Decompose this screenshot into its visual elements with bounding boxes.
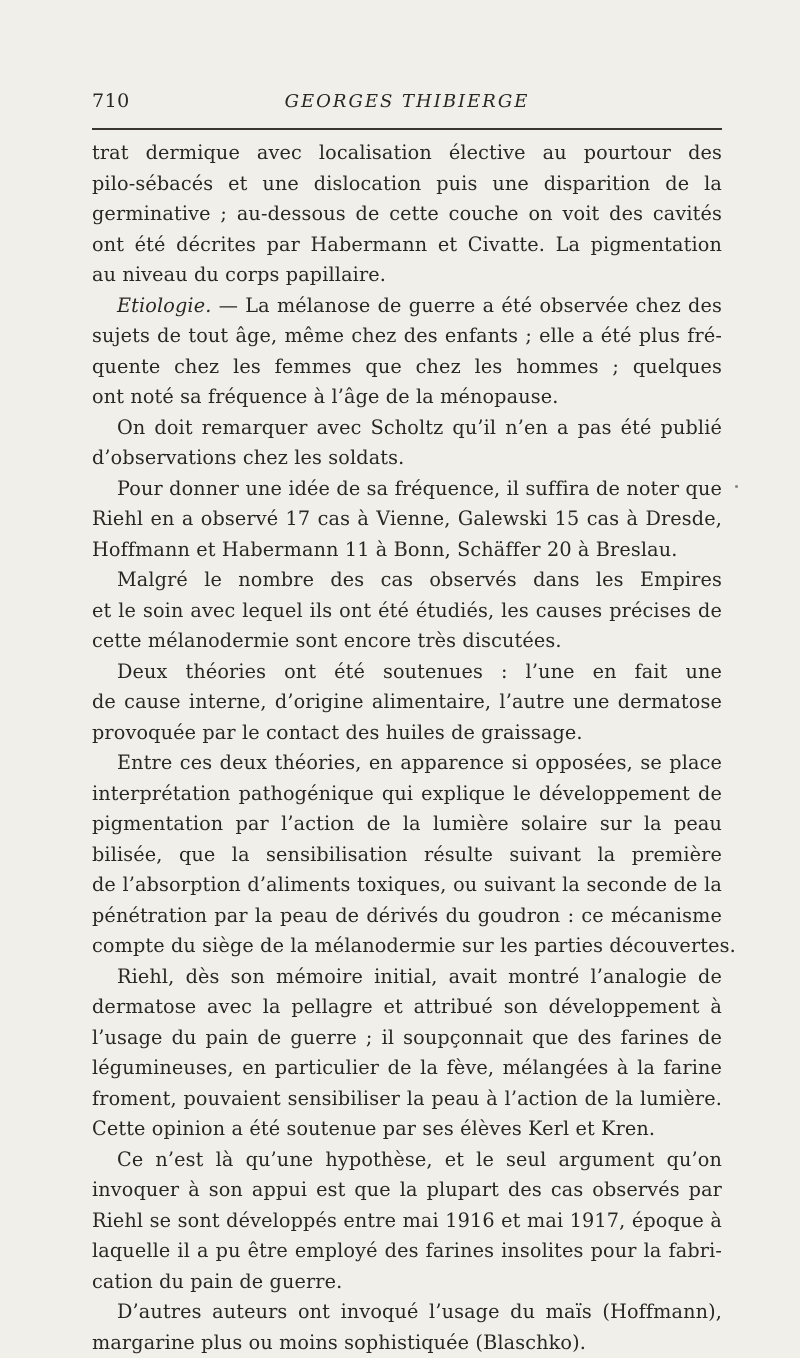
line-text: et le soin avec lequel ils ont été étudiés, les causes précises de [92,599,722,622]
text-line [92,809,722,840]
line-text: margarine plus ou moins sophistiquée (Blaschko). [92,1331,586,1354]
text-line [92,687,722,718]
line-text: — La mélanose de guerre a été observée chez des [211,294,722,317]
line-text: quente chez les femmes que chez les hommes ; quelques [92,355,722,383]
line-text: Malgré le nombre des cas observés dans les Empires [117,568,722,596]
line-text: Riehl en a observé 17 cas à Vienne, Galewski 15 cas à Dresde, [92,507,722,530]
text-line [92,230,722,261]
line-text: cette mélanodermie sont encore très discutées. [92,629,562,652]
text-line [92,352,722,383]
line-text: invoquer à son appui est que la plupart des cas observés par [92,1178,722,1201]
text-line [92,1053,722,1084]
line-text: On doit remarquer avec Scholtz qu’il n’en a pas été publié [117,416,722,439]
text-line [92,199,722,230]
line-text: pigmentation par l’action de la lumière solaire sur la peau [92,812,722,840]
line-text: sujets de tout âge, même chez des enfants ; elle a été plus fré- [92,324,722,347]
line-text: Riehl, dès son mémoire initial, avait montré l’analogie de [117,965,722,993]
line-text: Riehl se sont développés entre mai 1916 et mai 1917, époque à [92,1209,722,1232]
text-line [92,657,722,688]
line-text: légumineuses, en particulier de la fève, mélangées à la farine [92,1056,722,1084]
line-text: laquelle il a pu être employé des farines insolites pour la fabri- [92,1239,722,1262]
line-text: de l’absorption d’aliments toxiques, ou suivant la seconde de la [92,873,722,896]
text-line [92,992,722,1023]
text-line [92,504,722,535]
text-line [92,718,722,749]
text-line [92,626,722,657]
line-text: trat dermique avec localisation élective au pourtour des [92,141,722,169]
text-line [92,1114,722,1145]
text-line [92,840,722,871]
line-text: dermatose avec la pellagre et attribué son développement à [92,995,722,1018]
line-text: froment, pouvaient sensibiliser la peau à l’action de la lumière. [92,1087,722,1110]
text-line [92,1206,722,1237]
line-text: ont noté sa fréquence à l’âge de la ménopause. [92,385,558,408]
text-line [92,931,722,962]
text-line [92,1236,722,1267]
text-line [92,138,722,169]
line-text: Entre ces deux théories, en apparence si opposées, se place [117,751,722,779]
text-line [92,474,722,505]
text-line [92,443,722,474]
line-text: au niveau du corps papillaire. [92,263,386,286]
text-line [92,870,722,901]
line-text: Deux théories ont été soutenues : l’une en fait une [117,660,722,688]
text-line [92,1175,722,1206]
line-text: Pour donner une idée de sa fréquence, il suffira de noter que [117,477,722,500]
page-header [92,90,722,120]
text-line [92,596,722,627]
line-text: d’observations chez les soldats. [92,446,404,469]
text-line [92,779,722,810]
ink-speck [735,485,738,488]
header-rule [92,128,722,130]
text-line [92,291,722,322]
text-line [92,169,722,200]
line-text: de cause interne, d’origine alimentaire, l’autre une dermatose [92,690,722,713]
line-text: Hoffmann et Habermann 11 à Bonn, Schäffer 20 à Breslau. [92,538,677,561]
line-text: Cette opinion a été soutenue par ses élèves Kerl et Kren. [92,1117,655,1140]
text-line [92,535,722,566]
text-line [92,413,722,444]
text-line [92,382,722,413]
line-text: l’usage du pain de guerre ; il soupçonnait que des farines de [92,1026,722,1049]
text-line [92,1145,722,1176]
line-text: bilisée, que la sensibilisation résulte suivant la première [92,843,722,871]
text-line [92,962,722,993]
line-text: cation du pain de guerre. [92,1270,342,1293]
text-line [92,1084,722,1115]
text-line [92,901,722,932]
line-text: provoquée par le contact des huiles de graissage. [92,721,583,744]
line-text: germinative ; au-dessous de cette couche on voit des cavités [92,202,722,230]
text-line [92,748,722,779]
line-text: D’autres auteurs ont invoqué l’usage du maïs (Hoffmann), [117,1300,722,1328]
body-text [92,138,722,1358]
line-text: pilo-sébacés et une dislocation puis une disparition de la [92,172,722,200]
running-head: GEORGES THIBIERGE [92,91,722,112]
text-line [92,1267,722,1298]
text-line [92,1023,722,1054]
section-heading: Etiologie. [117,294,211,317]
line-text: Ce n’est là qu’une hypothèse, et le seul argument qu’on [117,1148,722,1176]
text-line [92,321,722,352]
line-text: pénétration par la peau de dérivés du goudron : ce mécanisme [92,904,722,932]
text-line [92,1328,722,1358]
line-text: ont été décrites par Habermann et Civatte. La pigmentation [92,233,722,261]
page-number: 710 [92,90,130,112]
text-line [92,260,722,291]
text-line [92,565,722,596]
line-text: compte du siège de la mélanodermie sur les parties découvertes. [92,934,736,957]
line-text: interprétation pathogénique qui explique le développement de [92,782,722,810]
